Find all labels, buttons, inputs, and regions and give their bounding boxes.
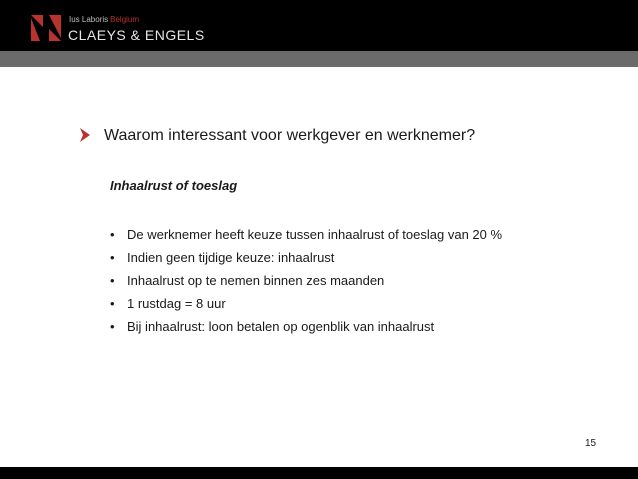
logo-tagline (69, 15, 139, 25)
header-divider-band (0, 51, 638, 67)
slide-heading: Waarom interessant voor werkgever en werknemer? (104, 127, 476, 144)
bullet-text: Inhaalrust op te nemen binnen zes maanden (127, 273, 385, 288)
bullet-dot-icon: • (110, 273, 115, 288)
bullet-dot-icon: • (110, 296, 115, 311)
bullet-dot-icon: • (110, 227, 115, 242)
bullet-dot-icon: • (110, 250, 115, 265)
slide-subheading: Inhaalrust of toeslag (110, 178, 238, 193)
bullet-dot-icon: • (110, 319, 115, 334)
page-number: 15 (585, 438, 597, 449)
brand-name: CLAEYS & ENGELS (68, 27, 205, 43)
bullet-text: De werknemer heeft keuze tussen inhaalrust of toeslag van 20 % (127, 227, 503, 242)
bullet-text: Indien geen tijdige keuze: inhaalrust (127, 250, 335, 265)
arrow-bullet-icon (80, 128, 90, 142)
bullet-text: 1 rustdag = 8 uur (127, 296, 226, 311)
header-bar (0, 0, 638, 51)
tagline-belgium: Belgium (110, 15, 140, 24)
tagline-ius-laboris: Ius Laboris (69, 15, 109, 24)
bullet-text: Bij inhaalrust: loon betalen op ogenblik van inhaalrust (127, 319, 435, 334)
claeys-engels-logo-icon (31, 15, 61, 41)
footer-bar (0, 467, 638, 479)
